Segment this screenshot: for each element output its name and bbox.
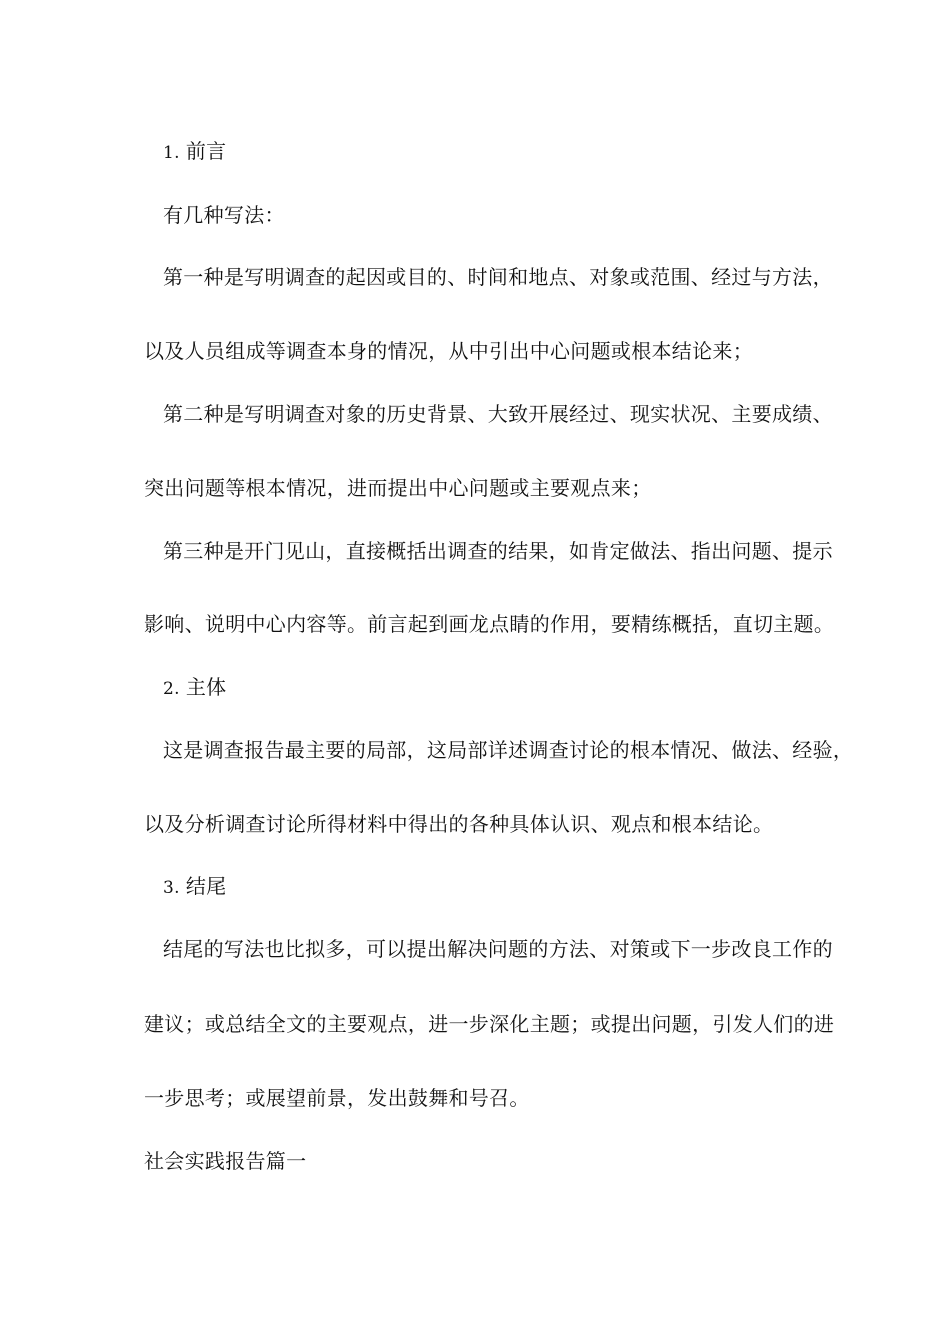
intro-paragraph-1-line-2: 以及人员组成等调查本身的情况，从中引出中心问题或根本结论来；	[144, 339, 753, 363]
section-title: 结尾	[185, 874, 227, 898]
section-number: 1.	[163, 143, 180, 163]
body-paragraph-line-1: 这是调查报告最主要的局部，这局部详述调查讨论的根本情况、做法、经验，	[163, 738, 854, 762]
section-title: 前言	[185, 139, 227, 163]
intro-paragraph-3-line-1: 第三种是开门见山，直接概括出调查的结果，如肯定做法、指出问题、提示	[163, 539, 833, 563]
section-number: 3.	[163, 878, 180, 898]
ending-paragraph-line-2: 建议；或总结全文的主要观点，进一步深化主题；或提出问题，引发人们的进	[144, 1012, 835, 1036]
intro-paragraph-2-line-2: 突出问题等根本情况，进而提出中心问题或主要观点来；	[144, 476, 652, 500]
intro-paragraph-3-line-2: 影响、说明中心内容等。前言起到画龙点睛的作用，要精练概括，直切主题。	[144, 612, 835, 636]
ending-paragraph-line-1: 结尾的写法也比拟多，可以提出解决问题的方法、对策或下一步改良工作的	[163, 937, 833, 961]
section-title: 主体	[185, 675, 227, 699]
intro-paragraph-1-line-1: 第一种是写明调查的起因或目的、时间和地点、对象或范围、经过与方法，	[163, 265, 833, 289]
ending-paragraph-line-3: 一步思考；或展望前景，发出鼓舞和号召。	[144, 1086, 530, 1110]
section-heading-ending	[163, 872, 226, 902]
section-heading-intro	[163, 137, 226, 167]
intro-lead-text: 有几种写法：	[163, 203, 285, 227]
body-paragraph-line-2: 以及分析调查讨论所得材料中得出的各种具体认识、观点和根本结论。	[144, 812, 774, 836]
section-number: 2.	[163, 679, 180, 699]
intro-paragraph-2-line-1: 第二种是写明调查对象的历史背景、大致开展经过、现实状况、主要成绩、	[163, 402, 833, 426]
section-heading-body	[163, 673, 226, 703]
next-document-title: 社会实践报告篇一	[144, 1149, 307, 1173]
